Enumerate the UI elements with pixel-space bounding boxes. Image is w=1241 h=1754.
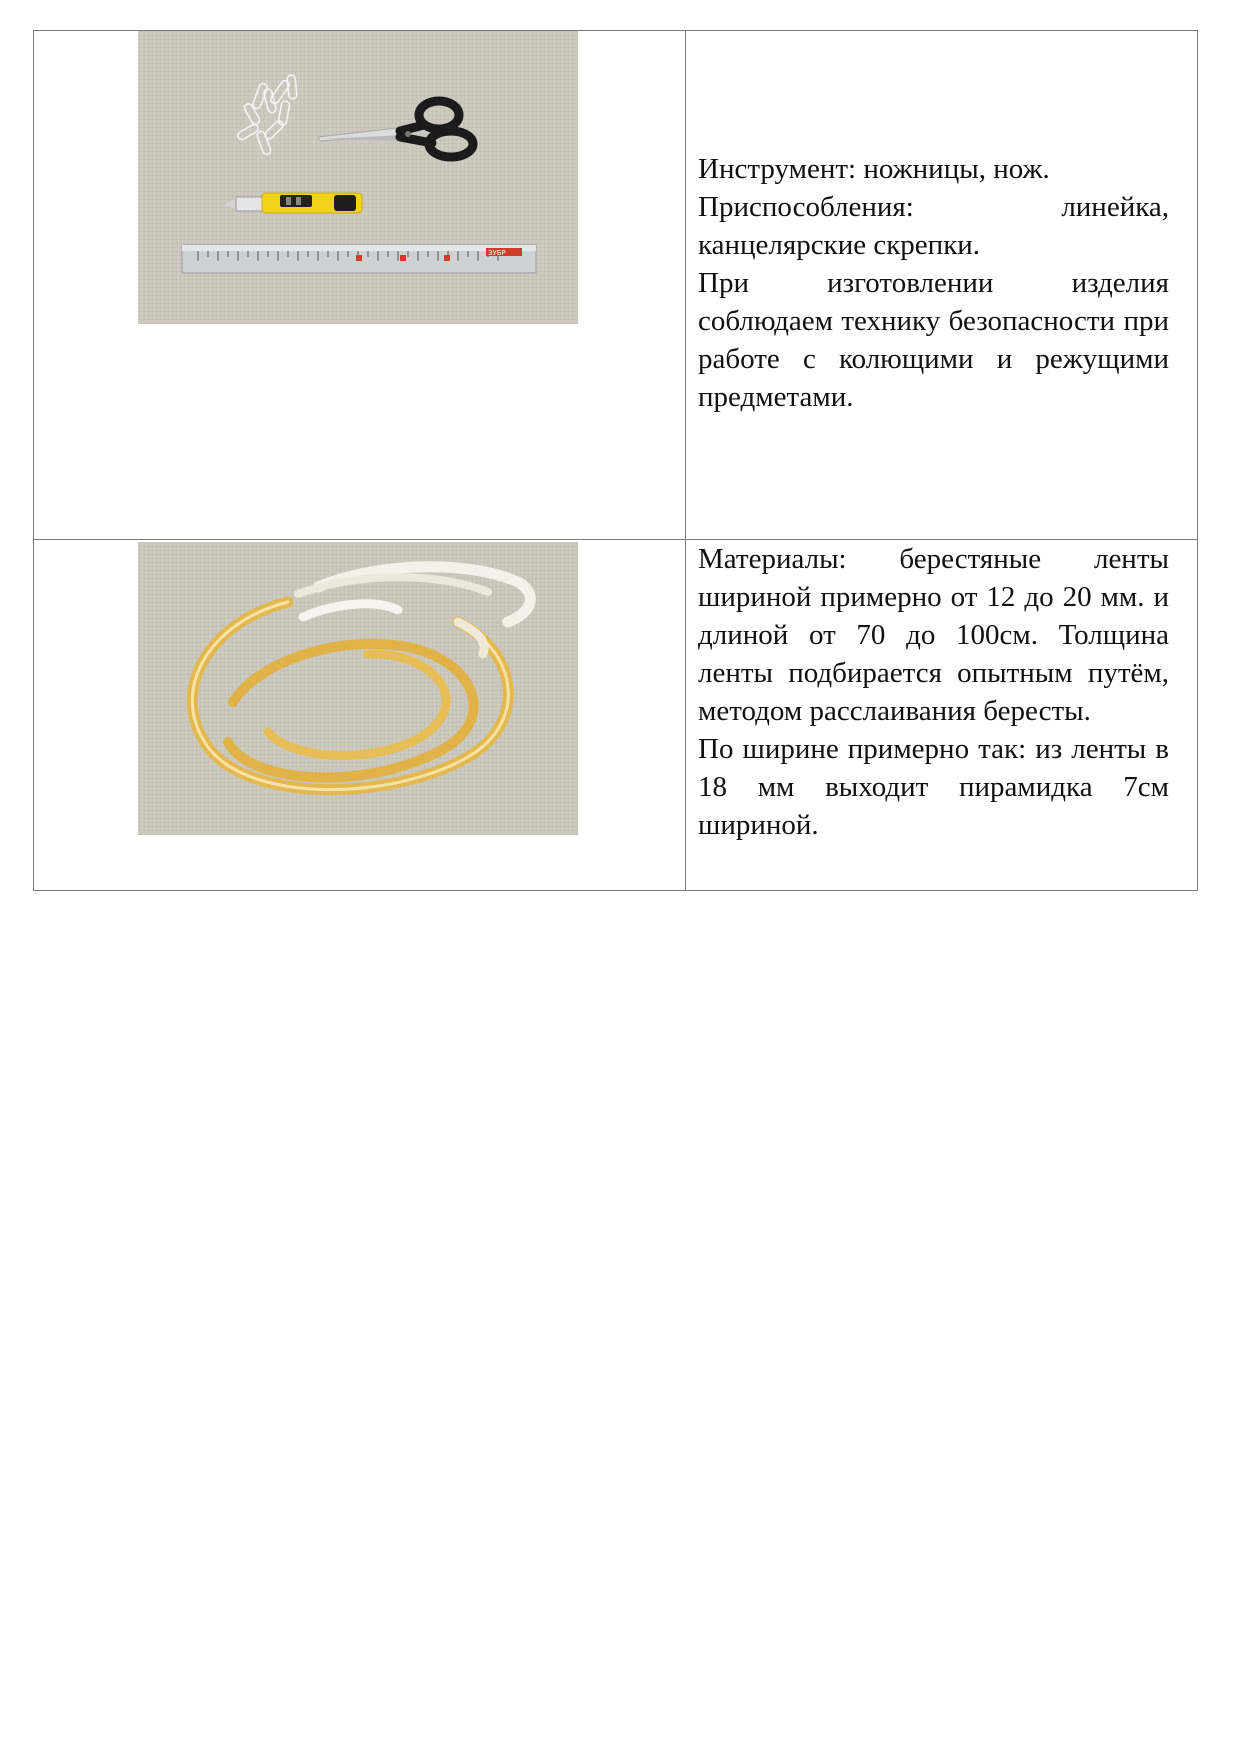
image-cell <box>34 540 686 891</box>
image-cell <box>34 31 686 540</box>
table-row <box>34 540 1198 891</box>
tools-line: Инструмент: ножницы, нож. <box>698 153 1050 185</box>
ruler-icon <box>182 245 536 273</box>
birch-bark-strips-photo <box>138 542 578 835</box>
tools-photo <box>138 31 578 324</box>
table-row <box>34 31 1198 540</box>
text-cell <box>686 540 1198 891</box>
ruler-brand: ЗУБР <box>488 249 506 257</box>
safety-paragraph: При изготовлении изделия соблюдаем технику безопасности при работе с колющими и режущими предметами. <box>698 267 1169 413</box>
width-paragraph: По ширине примерно так: из ленты в 18 мм выходит пирамидка 7см шириной. <box>698 733 1169 841</box>
text-cell <box>686 31 1198 540</box>
fixtures-line: Приспособления: линейка, канцелярские скрепки. <box>698 191 1169 261</box>
materials-paragraph: Материалы: берестяные ленты шириной примерно от 12 до 20 мм. и длиной от 70 до 100см. Толщина ленты подбирается опытным путём, методом расслаивания бересты. <box>698 543 1169 727</box>
content-table <box>33 30 1198 891</box>
